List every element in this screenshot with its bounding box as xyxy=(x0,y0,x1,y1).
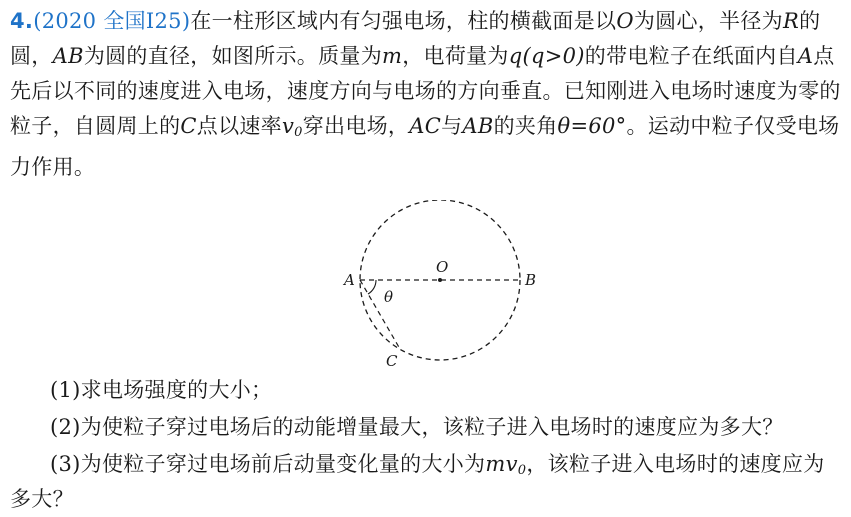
sub-question-3-continued: 多大？ xyxy=(10,487,74,511)
sub-question-2: (2)为使粒子穿过电场后的动能增量最大，该粒子进入电场时的速度应为多大？ xyxy=(50,415,784,439)
stem-text: 点以速率 xyxy=(196,114,282,138)
center-dot xyxy=(438,278,442,282)
sub-question-1: (1)求电场强度的大小； xyxy=(50,378,273,402)
symbol-v0: $v_0$ xyxy=(281,114,303,140)
angle-arc xyxy=(368,280,376,294)
stem-text: 与 xyxy=(441,114,463,138)
symbol-mv0: $mv_0$ xyxy=(485,452,527,478)
symbol-AB: AB xyxy=(462,114,494,138)
question-number: 4. xyxy=(10,9,34,33)
circle-figure xyxy=(330,200,550,372)
symbol-theta: θ=60° xyxy=(557,114,627,138)
symbol-C: C xyxy=(180,114,197,138)
symbol-O: O xyxy=(616,9,634,33)
symbol-AB: AB xyxy=(52,44,84,68)
stem-text: 。运动中粒子仅受电场力作用。 xyxy=(10,114,840,179)
stem-text: 的圆， xyxy=(10,9,821,68)
stem-text: 穿出电场， xyxy=(302,114,410,138)
label-B: B xyxy=(525,271,537,289)
stem-text: 为圆心，半径为 xyxy=(633,9,783,33)
label-A: A xyxy=(344,271,355,289)
stem-text: 在一柱形区域内有匀强电场，柱的横截面是以 xyxy=(190,9,617,33)
label-O: O xyxy=(436,258,449,276)
symbol-AC: AC xyxy=(409,114,442,138)
label-C: C xyxy=(386,352,398,370)
problem-stem xyxy=(10,4,844,185)
stem-text: 为圆的直径，如图所示。质量为 xyxy=(83,44,383,68)
chord-AC xyxy=(360,280,400,349)
question-source: (2020 全国Ⅰ25) xyxy=(33,9,191,33)
q3-text: (3)为使粒子穿过电场前后动量变化量的大小为 xyxy=(50,452,486,476)
stem-text: 点先后以不同的速度进入电场，速度方向与电场的方向垂直。已知刚进入电场时速度为零的粒子，自圆周上的 xyxy=(10,44,841,138)
symbol-q: q(q>0) xyxy=(508,44,585,68)
q3-text: ，该粒子进入电场时的速度应为 xyxy=(526,452,825,476)
symbol-R: R xyxy=(782,9,800,33)
symbol-m: m xyxy=(382,44,403,68)
stem-text: 的夹角 xyxy=(493,114,558,138)
label-theta: θ xyxy=(384,288,394,306)
symbol-A: A xyxy=(797,44,814,68)
stem-text: ，电荷量为 xyxy=(402,44,509,68)
stem-text: 的带电粒子在纸面内自 xyxy=(584,44,798,68)
